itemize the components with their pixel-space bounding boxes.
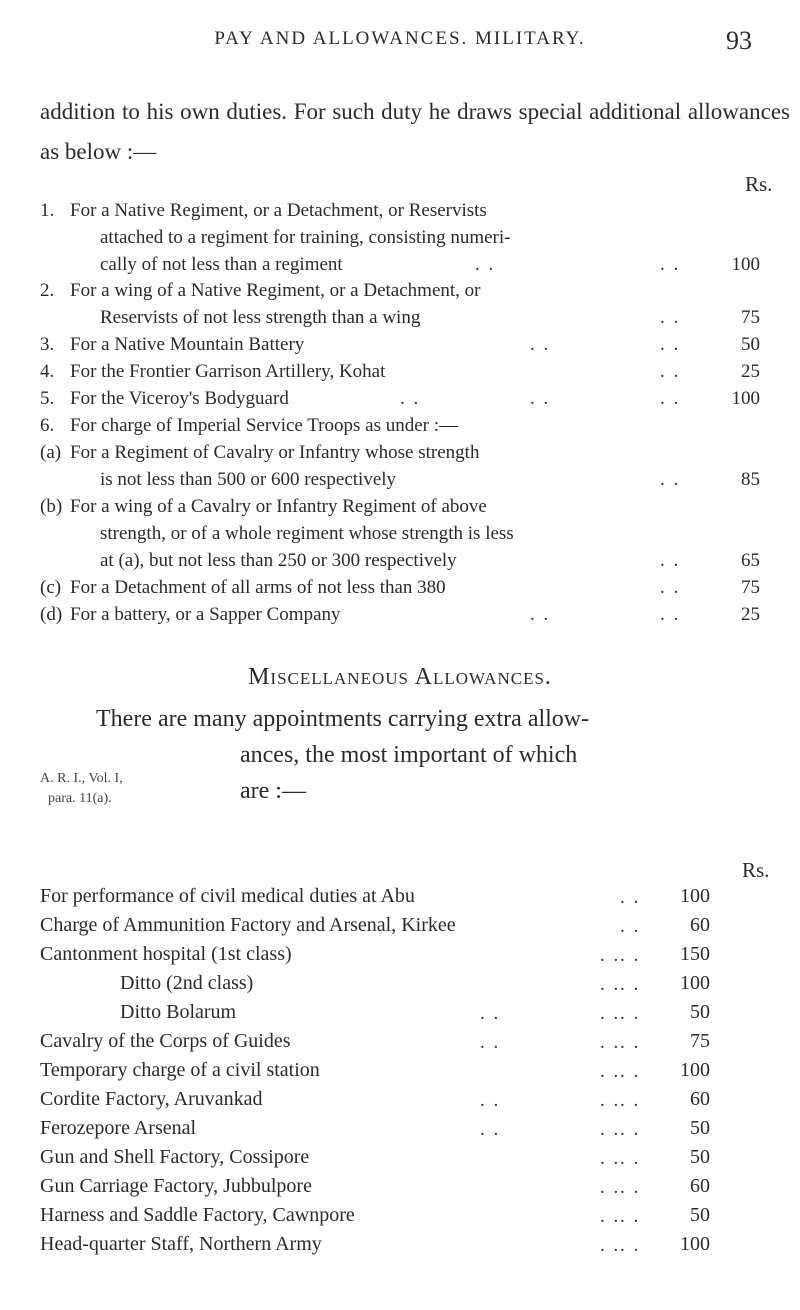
leader-dots: . .	[475, 254, 496, 275]
leader-dots: . .	[600, 1235, 621, 1256]
leader-dots: . .	[660, 469, 681, 490]
side-note-reference: A. R. I., Vol. I,	[40, 771, 123, 786]
misc-row-amount: 50	[690, 1001, 710, 1023]
item-amount: 100	[731, 254, 760, 275]
leader-dots: . .	[600, 1090, 621, 1111]
misc-row-amount: 100	[680, 1059, 710, 1081]
leader-dots: . .	[600, 1119, 621, 1140]
item-text-line: For a Native Regiment, or a Detachment, or Reservists	[70, 200, 487, 221]
leader-dots: . .	[530, 604, 551, 625]
item-amount: 65	[741, 550, 760, 571]
leader-dots: . .	[660, 577, 681, 598]
misc-row-label: For performance of civil medical duties at Abu	[40, 885, 415, 907]
item-text-line: For a Detachment of all arms of not less than 380	[70, 577, 446, 598]
item-number: (b)	[40, 496, 63, 517]
item-amount: 100	[731, 388, 760, 409]
item-amount: 85	[741, 469, 760, 490]
item-number: (d)	[40, 604, 63, 625]
running-title: PAY AND ALLOWANCES. MILITARY.	[214, 28, 586, 49]
leader-dots: . .	[620, 1206, 641, 1227]
leader-dots: . .	[660, 604, 681, 625]
item-amount: 50	[741, 334, 760, 355]
leader-dots: . .	[480, 1003, 501, 1024]
leader-dots: . .	[600, 1032, 621, 1053]
rs-column-heading: Rs.	[745, 172, 773, 196]
leader-dots: . .	[600, 1003, 621, 1024]
leader-dots: . .	[600, 1061, 621, 1082]
item-text-line: For the Frontier Garrison Artillery, Kohat	[70, 361, 386, 382]
leader-dots: . .	[620, 1061, 641, 1082]
leader-dots: . .	[620, 974, 641, 995]
item-number: 1.	[40, 200, 55, 221]
leader-dots: . .	[530, 334, 551, 355]
misc-row-label: Cordite Factory, Aruvankad	[40, 1088, 263, 1110]
item-text-line: cally of not less than a regiment	[100, 254, 343, 275]
intro-paragraph: addition to his own duties. For such duty he draws special additional allowances as below :—	[40, 99, 790, 164]
item-text-line: For a battery, or a Sapper Company	[70, 604, 341, 625]
item-number: 4.	[40, 361, 55, 382]
item-number: (c)	[40, 577, 62, 598]
leader-dots: . .	[660, 550, 681, 571]
leader-dots: . .	[620, 1032, 641, 1053]
misc-intro-line: There are many appointments carrying extra allow-	[96, 706, 590, 732]
item-number: (a)	[40, 442, 62, 463]
leader-dots: . .	[620, 945, 641, 966]
item-amount: 25	[741, 604, 760, 625]
misc-row-label: Ferozepore Arsenal	[40, 1117, 197, 1139]
misc-row-label: Charge of Ammunition Factory and Arsenal, Kirkee	[40, 914, 456, 936]
item-text-line: is not less than 500 or 600 respectively	[100, 469, 397, 490]
misc-row-label: Ditto (2nd class)	[120, 972, 254, 994]
leader-dots: . .	[620, 887, 641, 908]
leader-dots: . .	[600, 1148, 621, 1169]
item-amount: 25	[741, 361, 760, 382]
leader-dots: . .	[530, 388, 551, 409]
leader-dots: . .	[620, 1235, 641, 1256]
leader-dots: . .	[620, 1090, 641, 1111]
leader-dots: . .	[620, 1177, 641, 1198]
misc-row-amount: 150	[680, 943, 710, 965]
item-text-line: For charge of Imperial Service Troops as under :—	[70, 415, 459, 436]
leader-dots: . .	[480, 1032, 501, 1053]
leader-dots: . .	[600, 1177, 621, 1198]
leader-dots: . .	[620, 916, 641, 937]
item-text-line: Reservists of not less strength than a wing	[100, 307, 421, 328]
page-number: 93	[726, 26, 752, 55]
leader-dots: . .	[400, 388, 421, 409]
misc-row-label: Temporary charge of a civil station	[40, 1059, 320, 1081]
misc-row-label: Cavalry of the Corps of Guides	[40, 1030, 291, 1052]
item-text-line: For a wing of a Cavalry or Infantry Regiment of above	[70, 496, 487, 517]
leader-dots: . .	[620, 1003, 641, 1024]
leader-dots: . .	[660, 254, 681, 275]
misc-row-amount: 50	[690, 1117, 710, 1139]
leader-dots: . .	[600, 945, 621, 966]
leader-dots: . .	[660, 388, 681, 409]
leader-dots: . .	[480, 1090, 501, 1111]
misc-row-amount: 50	[690, 1146, 710, 1168]
leader-dots: . .	[600, 974, 621, 995]
side-note-reference: para. 11(a).	[48, 791, 112, 806]
misc-row-label: Cantonment hospital (1st class)	[40, 943, 292, 965]
misc-row-label: Head-quarter Staff, Northern Army	[40, 1233, 322, 1255]
item-number: 3.	[40, 334, 55, 355]
leader-dots: . .	[620, 1148, 641, 1169]
section-title: Miscellaneous Allowances.	[248, 664, 552, 690]
misc-intro-line: ances, the most important of which	[240, 742, 578, 768]
misc-row-label: Harness and Saddle Factory, Cawnpore	[40, 1204, 355, 1226]
item-amount: 75	[741, 307, 760, 328]
item-text-line: For a Native Mountain Battery	[70, 334, 305, 355]
leader-dots: . .	[480, 1119, 501, 1140]
misc-row-amount: 60	[690, 1088, 710, 1110]
leader-dots: . .	[660, 361, 681, 382]
rs-column-heading: Rs.	[742, 858, 770, 882]
misc-row-amount: 100	[680, 1233, 710, 1255]
item-text-line: For the Viceroy's Bodyguard	[70, 388, 289, 409]
misc-row-amount: 100	[680, 972, 710, 994]
misc-row-amount: 50	[690, 1204, 710, 1226]
item-amount: 75	[741, 577, 760, 598]
leader-dots: . .	[660, 334, 681, 355]
item-text-line: For a Regiment of Cavalry or Infantry whose strength	[70, 442, 480, 463]
misc-row-amount: 60	[690, 914, 710, 936]
item-text-line: For a wing of a Native Regiment, or a Detachment, or	[70, 280, 481, 301]
item-number: 5.	[40, 388, 55, 409]
leader-dots: . .	[660, 307, 681, 328]
item-text-line: at (a), but not less than 250 or 300 respectively	[100, 550, 457, 571]
leader-dots: . .	[620, 1119, 641, 1140]
leader-dots: . .	[600, 1206, 621, 1227]
item-text-line: attached to a regiment for training, consisting numeri-	[100, 227, 511, 248]
item-number: 2.	[40, 280, 55, 301]
misc-row-amount: 100	[680, 885, 710, 907]
item-number: 6.	[40, 415, 55, 436]
misc-row-label: Gun and Shell Factory, Cossipore	[40, 1146, 310, 1168]
item-text-line: strength, or of a whole regiment whose strength is less	[100, 523, 514, 544]
misc-row-label: Ditto Bolarum	[120, 1001, 237, 1023]
misc-row-label: Gun Carriage Factory, Jubbulpore	[40, 1175, 312, 1197]
misc-intro-line: are :—	[240, 778, 306, 804]
misc-row-amount: 60	[690, 1175, 710, 1197]
misc-row-amount: 75	[690, 1030, 710, 1052]
